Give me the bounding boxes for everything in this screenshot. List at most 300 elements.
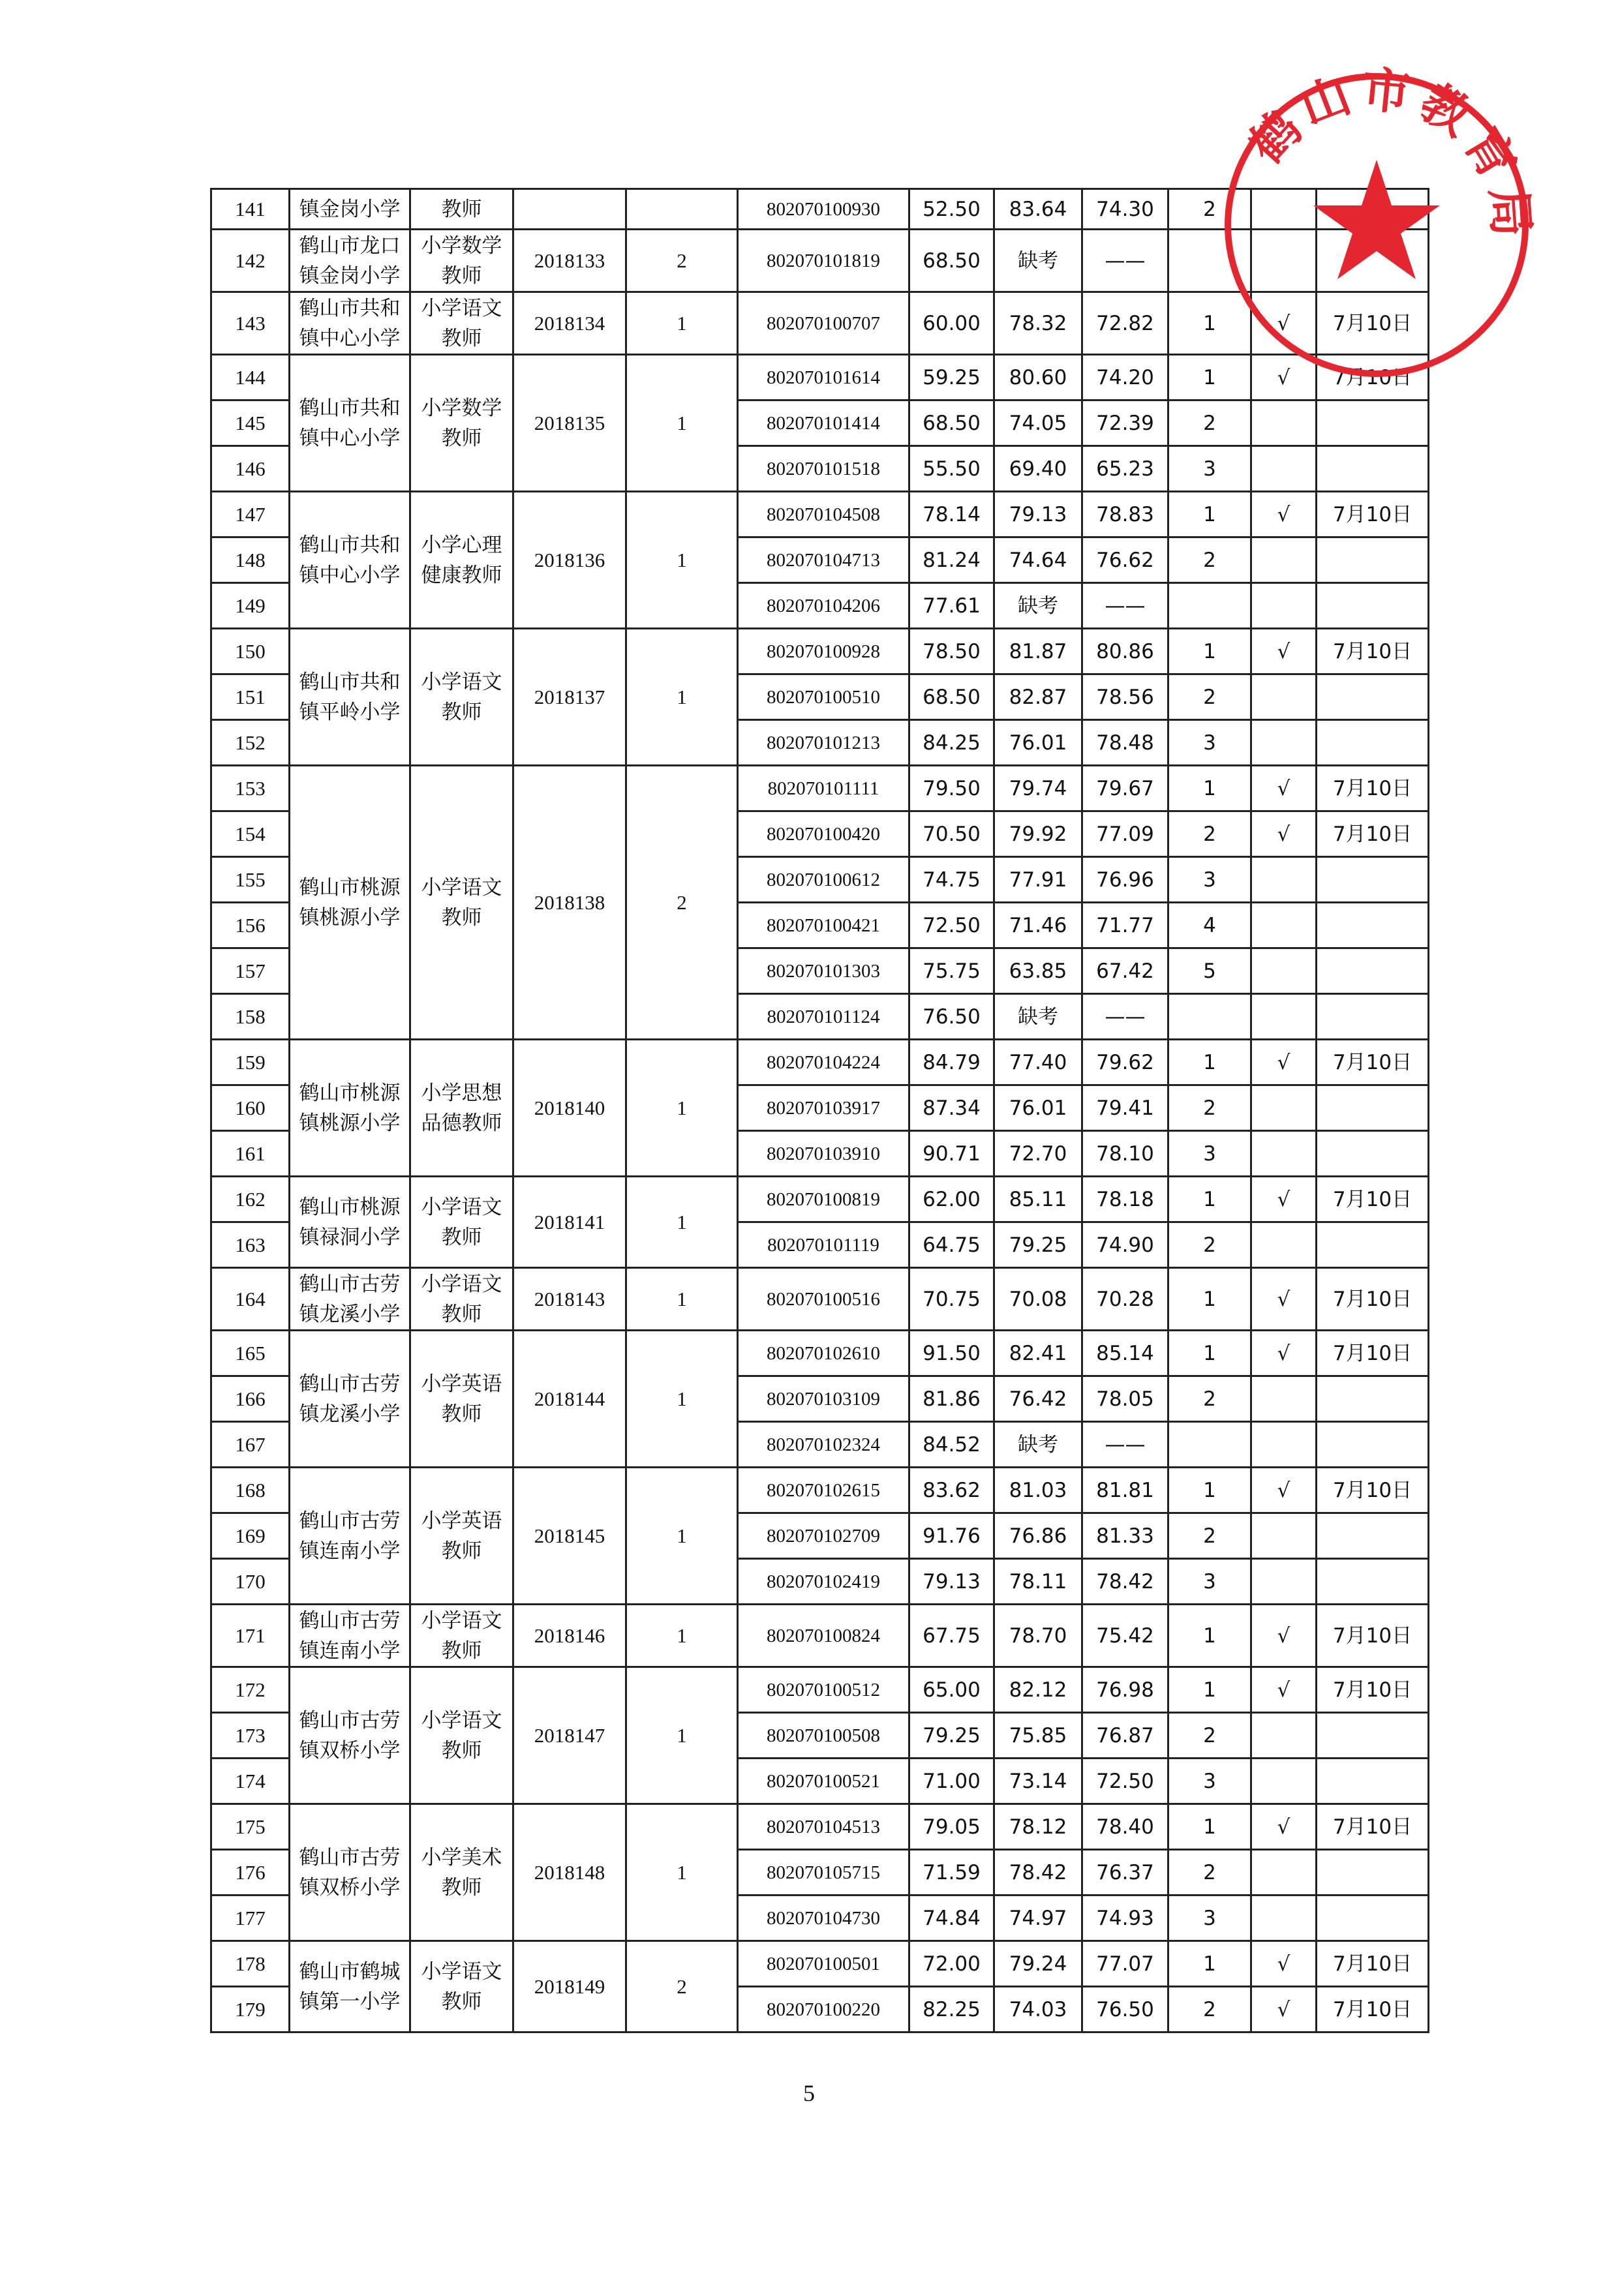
interview-score-cell: 74.03 xyxy=(994,1987,1082,2032)
ticket-number-cell: 802070100707 xyxy=(738,292,909,355)
written-score-cell: 83.62 xyxy=(909,1468,994,1513)
interview-score-cell: 79.74 xyxy=(994,766,1082,811)
written-score-cell: 81.86 xyxy=(909,1376,994,1422)
written-score-cell: 81.24 xyxy=(909,537,994,583)
check-cell xyxy=(1251,1422,1317,1468)
total-score-cell: 67.42 xyxy=(1082,948,1168,994)
check-cell xyxy=(1251,537,1317,583)
date-cell xyxy=(1317,1222,1429,1268)
interview-score-cell: 78.70 xyxy=(994,1605,1082,1667)
unit-cell: 鹤山市共和镇中心小学 xyxy=(290,492,410,629)
position-code-cell: 2018141 xyxy=(513,1177,626,1268)
position-cell: 小学英语教师 xyxy=(410,1468,513,1605)
total-score-cell: 65.23 xyxy=(1082,446,1168,492)
interview-score-cell: 77.40 xyxy=(994,1040,1082,1085)
check-cell xyxy=(1251,674,1317,720)
ticket-number-cell: 802070100612 xyxy=(738,857,909,903)
unit-cell: 鹤山市桃源镇桃源小学 xyxy=(290,1040,410,1177)
position-code-cell: 2018135 xyxy=(513,355,626,492)
ticket-number-cell: 802070100220 xyxy=(738,1987,909,2032)
rank-cell: 3 xyxy=(1168,1559,1251,1605)
total-score-cell: 72.82 xyxy=(1082,292,1168,355)
date-cell: 7月10日 xyxy=(1317,1268,1429,1331)
results-table-body xyxy=(211,189,1429,2032)
rank-cell: 3 xyxy=(1168,446,1251,492)
written-score-cell: 68.50 xyxy=(909,230,994,292)
written-score-cell: 84.79 xyxy=(909,1040,994,1085)
table-row xyxy=(211,1605,1429,1667)
unit-cell: 鹤山市鹤城镇第一小学 xyxy=(290,1941,410,2032)
total-score-cell: 72.50 xyxy=(1082,1759,1168,1804)
written-score-cell: 70.50 xyxy=(909,811,994,857)
table-row xyxy=(211,1040,1429,1085)
quota-cell: 1 xyxy=(626,1040,738,1177)
date-cell xyxy=(1317,400,1429,446)
row-number-cell: 149 xyxy=(211,583,290,629)
check-cell xyxy=(1251,1222,1317,1268)
check-cell: √ xyxy=(1251,1468,1317,1513)
quota-cell: 1 xyxy=(626,355,738,492)
rank-cell: 2 xyxy=(1168,674,1251,720)
quota-cell: 1 xyxy=(626,1331,738,1468)
date-cell: 7月10日 xyxy=(1317,492,1429,537)
unit-cell: 鹤山市古劳镇双桥小学 xyxy=(290,1667,410,1804)
rank-cell xyxy=(1168,994,1251,1040)
rank-cell: 1 xyxy=(1168,355,1251,400)
row-number-cell: 156 xyxy=(211,903,290,948)
interview-score-cell: 81.03 xyxy=(994,1468,1082,1513)
rank-cell xyxy=(1168,583,1251,629)
position-code-cell: 2018149 xyxy=(513,1941,626,2032)
written-score-cell: 76.50 xyxy=(909,994,994,1040)
rank-cell: 3 xyxy=(1168,720,1251,766)
row-number-cell: 175 xyxy=(211,1804,290,1850)
check-cell xyxy=(1251,1513,1317,1559)
date-cell xyxy=(1317,583,1429,629)
interview-score-cell: 78.12 xyxy=(994,1804,1082,1850)
total-score-cell: 74.93 xyxy=(1082,1896,1168,1941)
ticket-number-cell: 802070103109 xyxy=(738,1376,909,1422)
rank-cell: 3 xyxy=(1168,857,1251,903)
total-score-cell: 78.48 xyxy=(1082,720,1168,766)
official-seal xyxy=(1214,62,1540,388)
total-score-cell: 78.05 xyxy=(1082,1376,1168,1422)
interview-score-cell: 80.60 xyxy=(994,355,1082,400)
total-score-cell: 77.09 xyxy=(1082,811,1168,857)
total-score-cell: 78.18 xyxy=(1082,1177,1168,1222)
total-score-cell: 85.14 xyxy=(1082,1331,1168,1376)
written-score-cell: 67.75 xyxy=(909,1605,994,1667)
written-score-cell: 64.75 xyxy=(909,1222,994,1268)
date-cell xyxy=(1317,948,1429,994)
table-row xyxy=(211,492,1429,537)
row-number-cell: 160 xyxy=(211,1085,290,1131)
ticket-number-cell: 802070104224 xyxy=(738,1040,909,1085)
interview-score-cell: 78.42 xyxy=(994,1850,1082,1896)
row-number-cell: 178 xyxy=(211,1941,290,1987)
written-score-cell: 71.59 xyxy=(909,1850,994,1896)
rank-cell: 1 xyxy=(1168,1605,1251,1667)
date-cell: 7月10日 xyxy=(1317,1605,1429,1667)
position-code-cell: 2018134 xyxy=(513,292,626,355)
interview-score-cell: 73.14 xyxy=(994,1759,1082,1804)
table-row xyxy=(211,1177,1429,1222)
position-cell: 小学语文教师 xyxy=(410,766,513,1040)
position-cell: 小学数学教师 xyxy=(410,355,513,492)
rank-cell: 1 xyxy=(1168,1177,1251,1222)
ticket-number-cell: 802070100512 xyxy=(738,1667,909,1713)
interview-score-cell: 82.12 xyxy=(994,1667,1082,1713)
rank-cell: 3 xyxy=(1168,1131,1251,1177)
check-cell: √ xyxy=(1251,629,1317,674)
row-number-cell: 151 xyxy=(211,674,290,720)
quota-cell: 1 xyxy=(626,492,738,629)
written-score-cell: 62.00 xyxy=(909,1177,994,1222)
check-cell xyxy=(1251,1559,1317,1605)
date-cell: 7月10日 xyxy=(1317,1987,1429,2032)
date-cell xyxy=(1317,1422,1429,1468)
check-cell: √ xyxy=(1251,811,1317,857)
interview-score-cell: 缺考 xyxy=(994,994,1082,1040)
check-cell xyxy=(1251,446,1317,492)
position-cell: 小学英语教师 xyxy=(410,1331,513,1468)
position-code-cell: 2018146 xyxy=(513,1605,626,1667)
row-number-cell: 142 xyxy=(211,230,290,292)
ticket-number-cell: 802070104508 xyxy=(738,492,909,537)
star-icon xyxy=(1313,160,1440,279)
check-cell xyxy=(1251,1896,1317,1941)
rank-cell: 3 xyxy=(1168,1896,1251,1941)
total-score-cell: 77.07 xyxy=(1082,1941,1168,1987)
written-score-cell: 71.00 xyxy=(909,1759,994,1804)
unit-cell: 鹤山市古劳镇双桥小学 xyxy=(290,1804,410,1941)
ticket-number-cell: 802070103917 xyxy=(738,1085,909,1131)
written-score-cell: 82.25 xyxy=(909,1987,994,2032)
written-score-cell: 68.50 xyxy=(909,400,994,446)
total-score-cell: 79.62 xyxy=(1082,1040,1168,1085)
position-cell: 小学语文教师 xyxy=(410,629,513,766)
written-score-cell: 74.75 xyxy=(909,857,994,903)
interview-score-cell: 77.91 xyxy=(994,857,1082,903)
table-row xyxy=(211,1804,1429,1850)
row-number-cell: 162 xyxy=(211,1177,290,1222)
date-cell: 7月10日 xyxy=(1317,1468,1429,1513)
table-row xyxy=(211,1941,1429,1987)
row-number-cell: 159 xyxy=(211,1040,290,1085)
total-score-cell: 72.39 xyxy=(1082,400,1168,446)
row-number-cell: 144 xyxy=(211,355,290,400)
row-number-cell: 165 xyxy=(211,1331,290,1376)
written-score-cell: 91.50 xyxy=(909,1331,994,1376)
ticket-number-cell: 802070102709 xyxy=(738,1513,909,1559)
rank-cell: 1 xyxy=(1168,1667,1251,1713)
row-number-cell: 169 xyxy=(211,1513,290,1559)
written-score-cell: 79.50 xyxy=(909,766,994,811)
ticket-number-cell: 802070101518 xyxy=(738,446,909,492)
date-cell: 7月10日 xyxy=(1317,292,1429,355)
check-cell: √ xyxy=(1251,1040,1317,1085)
ticket-number-cell: 802070101819 xyxy=(738,230,909,292)
check-cell xyxy=(1251,994,1317,1040)
position-code-cell: 2018145 xyxy=(513,1468,626,1605)
quota-cell: 1 xyxy=(626,292,738,355)
ticket-number-cell: 802070100930 xyxy=(738,189,909,230)
ticket-number-cell: 802070101303 xyxy=(738,948,909,994)
interview-score-cell: 81.87 xyxy=(994,629,1082,674)
date-cell xyxy=(1317,720,1429,766)
total-score-cell: 70.28 xyxy=(1082,1268,1168,1331)
interview-score-cell: 79.24 xyxy=(994,1941,1082,1987)
written-score-cell: 77.61 xyxy=(909,583,994,629)
rank-cell: 1 xyxy=(1168,1331,1251,1376)
ticket-number-cell: 802070101111 xyxy=(738,766,909,811)
ticket-number-cell: 802070100510 xyxy=(738,674,909,720)
quota-cell: 1 xyxy=(626,1177,738,1268)
check-cell: √ xyxy=(1251,492,1317,537)
total-score-cell: —— xyxy=(1082,230,1168,292)
date-cell: 7月10日 xyxy=(1317,1941,1429,1987)
written-score-cell: 68.50 xyxy=(909,674,994,720)
position-cell: 小学思想品德教师 xyxy=(410,1040,513,1177)
position-code-cell: 2018143 xyxy=(513,1268,626,1331)
check-cell xyxy=(1251,1713,1317,1759)
date-cell xyxy=(1317,857,1429,903)
total-score-cell: —— xyxy=(1082,583,1168,629)
row-number-cell: 163 xyxy=(211,1222,290,1268)
written-score-cell: 78.14 xyxy=(909,492,994,537)
unit-cell: 鹤山市古劳镇龙溪小学 xyxy=(290,1331,410,1468)
row-number-cell: 171 xyxy=(211,1605,290,1667)
date-cell: 7月10日 xyxy=(1317,811,1429,857)
row-number-cell: 174 xyxy=(211,1759,290,1804)
written-score-cell: 75.75 xyxy=(909,948,994,994)
date-cell xyxy=(1317,1376,1429,1422)
total-score-cell: 74.90 xyxy=(1082,1222,1168,1268)
ticket-number-cell: 802070100501 xyxy=(738,1941,909,1987)
position-code-cell xyxy=(513,189,626,230)
rank-cell: 1 xyxy=(1168,1941,1251,1987)
check-cell: √ xyxy=(1251,1667,1317,1713)
date-cell: 7月10日 xyxy=(1317,1804,1429,1850)
written-score-cell: 59.25 xyxy=(909,355,994,400)
quota-cell: 1 xyxy=(626,1268,738,1331)
interview-score-cell: 78.11 xyxy=(994,1559,1082,1605)
check-cell xyxy=(1251,903,1317,948)
total-score-cell: 76.37 xyxy=(1082,1850,1168,1896)
row-number-cell: 145 xyxy=(211,400,290,446)
date-cell xyxy=(1317,1896,1429,1941)
date-cell: 7月10日 xyxy=(1317,629,1429,674)
date-cell xyxy=(1317,994,1429,1040)
quota-cell: 2 xyxy=(626,1941,738,2032)
date-cell: 7月10日 xyxy=(1317,1040,1429,1085)
written-score-cell: 84.52 xyxy=(909,1422,994,1468)
total-score-cell: 76.87 xyxy=(1082,1713,1168,1759)
position-cell: 小学美术教师 xyxy=(410,1804,513,1941)
table-row xyxy=(211,629,1429,674)
check-cell: √ xyxy=(1251,1605,1317,1667)
row-number-cell: 152 xyxy=(211,720,290,766)
check-cell: √ xyxy=(1251,355,1317,400)
unit-cell: 鹤山市古劳镇连南小学 xyxy=(290,1468,410,1605)
check-cell: √ xyxy=(1251,1804,1317,1850)
rank-cell xyxy=(1168,1422,1251,1468)
unit-cell: 鹤山市龙口镇金岗小学 xyxy=(290,230,410,292)
total-score-cell: 81.33 xyxy=(1082,1513,1168,1559)
quota-cell: 1 xyxy=(626,1804,738,1941)
interview-score-cell: 79.92 xyxy=(994,811,1082,857)
row-number-cell: 164 xyxy=(211,1268,290,1331)
date-cell xyxy=(1317,1713,1429,1759)
rank-cell: 1 xyxy=(1168,766,1251,811)
date-cell xyxy=(1317,537,1429,583)
interview-score-cell: 76.01 xyxy=(994,720,1082,766)
check-cell xyxy=(1251,857,1317,903)
row-number-cell: 173 xyxy=(211,1713,290,1759)
ticket-number-cell: 802070104730 xyxy=(738,1896,909,1941)
written-score-cell: 87.34 xyxy=(909,1085,994,1131)
position-code-cell: 2018144 xyxy=(513,1331,626,1468)
written-score-cell: 84.25 xyxy=(909,720,994,766)
table-row xyxy=(211,1468,1429,1513)
row-number-cell: 157 xyxy=(211,948,290,994)
interview-score-cell: 85.11 xyxy=(994,1177,1082,1222)
ticket-number-cell: 802070100824 xyxy=(738,1605,909,1667)
check-cell: √ xyxy=(1251,1177,1317,1222)
unit-cell: 镇金岗小学 xyxy=(290,189,410,230)
ticket-number-cell: 802070101124 xyxy=(738,994,909,1040)
position-cell: 小学语文教师 xyxy=(410,1667,513,1804)
ticket-number-cell: 802070102610 xyxy=(738,1331,909,1376)
ticket-number-cell: 802070100928 xyxy=(738,629,909,674)
quota-cell: 1 xyxy=(626,1468,738,1605)
unit-cell: 鹤山市古劳镇龙溪小学 xyxy=(290,1268,410,1331)
check-cell: √ xyxy=(1251,1987,1317,2032)
check-cell xyxy=(1251,720,1317,766)
interview-score-cell: 74.64 xyxy=(994,537,1082,583)
row-number-cell: 168 xyxy=(211,1468,290,1513)
unit-cell: 鹤山市桃源镇桃源小学 xyxy=(290,766,410,1040)
ticket-number-cell: 802070102419 xyxy=(738,1559,909,1605)
date-cell: 7月10日 xyxy=(1317,355,1429,400)
rank-cell: 4 xyxy=(1168,903,1251,948)
rank-cell: 1 xyxy=(1168,1040,1251,1085)
rank-cell: 2 xyxy=(1168,811,1251,857)
date-cell: 7月10日 xyxy=(1317,1331,1429,1376)
row-number-cell: 154 xyxy=(211,811,290,857)
position-code-cell: 2018136 xyxy=(513,492,626,629)
interview-score-cell: 76.86 xyxy=(994,1513,1082,1559)
written-score-cell: 90.71 xyxy=(909,1131,994,1177)
rank-cell: 1 xyxy=(1168,292,1251,355)
written-score-cell: 72.00 xyxy=(909,1941,994,1987)
check-cell xyxy=(1251,1376,1317,1422)
position-code-cell: 2018140 xyxy=(513,1040,626,1177)
position-code-cell: 2018147 xyxy=(513,1667,626,1804)
page-number: 5 xyxy=(803,2080,815,2106)
total-score-cell: 75.42 xyxy=(1082,1605,1168,1667)
interview-score-cell: 缺考 xyxy=(994,1422,1082,1468)
check-cell: √ xyxy=(1251,1331,1317,1376)
total-score-cell: 81.81 xyxy=(1082,1468,1168,1513)
rank-cell: 2 xyxy=(1168,189,1251,230)
date-cell xyxy=(1317,446,1429,492)
ticket-number-cell: 802070100521 xyxy=(738,1759,909,1804)
quota-cell: 1 xyxy=(626,1605,738,1667)
date-cell xyxy=(1317,1085,1429,1131)
check-cell: √ xyxy=(1251,1941,1317,1987)
position-cell: 小学语文教师 xyxy=(410,292,513,355)
written-score-cell: 79.13 xyxy=(909,1559,994,1605)
check-cell: √ xyxy=(1251,1268,1317,1331)
position-code-cell: 2018148 xyxy=(513,1804,626,1941)
rank-cell: 1 xyxy=(1168,1268,1251,1331)
written-score-cell: 65.00 xyxy=(909,1667,994,1713)
ticket-number-cell: 802070100819 xyxy=(738,1177,909,1222)
ticket-number-cell: 802070101119 xyxy=(738,1222,909,1268)
date-cell xyxy=(1317,674,1429,720)
date-cell xyxy=(1317,903,1429,948)
ticket-number-cell: 802070100421 xyxy=(738,903,909,948)
total-score-cell: 76.98 xyxy=(1082,1667,1168,1713)
unit-cell: 鹤山市共和镇中心小学 xyxy=(290,292,410,355)
written-score-cell: 60.00 xyxy=(909,292,994,355)
position-cell: 小学语文教师 xyxy=(410,1177,513,1268)
interview-score-cell: 72.70 xyxy=(994,1131,1082,1177)
total-score-cell: —— xyxy=(1082,994,1168,1040)
total-score-cell: 74.30 xyxy=(1082,189,1168,230)
rank-cell: 2 xyxy=(1168,1987,1251,2032)
rank-cell: 1 xyxy=(1168,492,1251,537)
row-number-cell: 166 xyxy=(211,1376,290,1422)
table-row xyxy=(211,766,1429,811)
interview-score-cell: 69.40 xyxy=(994,446,1082,492)
row-number-cell: 141 xyxy=(211,189,290,230)
total-score-cell: 78.40 xyxy=(1082,1804,1168,1850)
ticket-number-cell: 802070104206 xyxy=(738,583,909,629)
row-number-cell: 158 xyxy=(211,994,290,1040)
ticket-number-cell: 802070103910 xyxy=(738,1131,909,1177)
seal-text: 鹤山市教育局 xyxy=(1238,62,1540,245)
check-cell: √ xyxy=(1251,292,1317,355)
interview-score-cell: 74.97 xyxy=(994,1896,1082,1941)
interview-score-cell: 63.85 xyxy=(994,948,1082,994)
check-cell xyxy=(1251,1759,1317,1804)
date-cell xyxy=(1317,1759,1429,1804)
total-score-cell: 76.50 xyxy=(1082,1987,1168,2032)
row-number-cell: 148 xyxy=(211,537,290,583)
row-number-cell: 167 xyxy=(211,1422,290,1468)
ticket-number-cell: 802070100508 xyxy=(738,1713,909,1759)
position-cell: 小学语文教师 xyxy=(410,1268,513,1331)
total-score-cell: 76.62 xyxy=(1082,537,1168,583)
total-score-cell: 78.56 xyxy=(1082,674,1168,720)
total-score-cell: 76.96 xyxy=(1082,857,1168,903)
rank-cell: 2 xyxy=(1168,1222,1251,1268)
total-score-cell: 78.42 xyxy=(1082,1559,1168,1605)
position-code-cell: 2018137 xyxy=(513,629,626,766)
date-cell: 7月10日 xyxy=(1317,1667,1429,1713)
ticket-number-cell: 802070101414 xyxy=(738,400,909,446)
rank-cell: 1 xyxy=(1168,629,1251,674)
check-cell xyxy=(1251,1131,1317,1177)
row-number-cell: 176 xyxy=(211,1850,290,1896)
position-cell: 小学数学教师 xyxy=(410,230,513,292)
interview-score-cell: 缺考 xyxy=(994,230,1082,292)
quota-cell: 2 xyxy=(626,230,738,292)
total-score-cell: 71.77 xyxy=(1082,903,1168,948)
check-cell xyxy=(1251,1085,1317,1131)
